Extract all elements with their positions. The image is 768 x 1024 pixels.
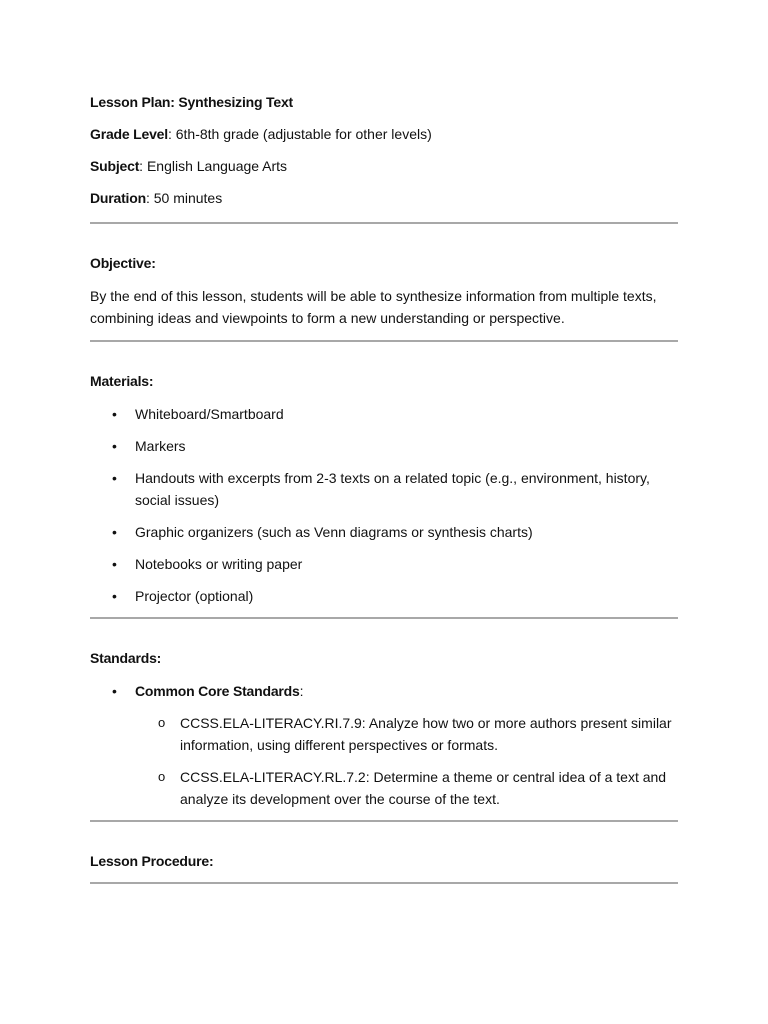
bullet-icon: • <box>112 438 117 454</box>
sub-list-item <box>90 712 678 756</box>
sub-list-item-text: CCSS.ELA-LITERACY.RI.7.9: Analyze how two or more authors present similar information, using different perspectives or formats. <box>180 715 672 753</box>
list-item-text: Notebooks or writing paper <box>135 556 303 572</box>
sub-bullet-icon: o <box>158 715 166 730</box>
standards-list <box>90 680 678 810</box>
list-item <box>90 585 678 607</box>
standards-sublist <box>90 712 678 810</box>
divider <box>90 820 678 822</box>
bullet-icon: • <box>112 556 117 572</box>
divider <box>90 222 678 224</box>
list-item <box>90 467 678 511</box>
materials-heading: Materials: <box>90 373 154 389</box>
grade-level-row <box>90 124 678 145</box>
list-item-text: Markers <box>135 438 186 454</box>
standards-heading: Standards: <box>90 650 162 666</box>
subject-row <box>90 156 678 177</box>
divider <box>90 340 678 342</box>
subject-value: : English Language Arts <box>139 158 288 174</box>
list-item <box>90 435 678 457</box>
grade-level-value: : 6th-8th grade (adjustable for other levels) <box>167 126 432 142</box>
procedure-heading: Lesson Procedure: <box>90 853 214 869</box>
document-page <box>90 92 678 884</box>
list-item-text: Handouts with excerpts from 2-3 texts on a related topic (e.g., environment, history, social issues) <box>135 470 650 508</box>
objective-text: By the end of this lesson, students will be able to synthesize information from multiple texts, combining ideas and viewpoints to form a new understanding or perspective. <box>90 288 657 326</box>
materials-list <box>90 403 678 607</box>
bullet-icon: • <box>112 524 117 540</box>
grade-level-label: Grade Level <box>90 126 168 142</box>
sub-bullet-icon: o <box>158 769 166 784</box>
duration-row <box>90 188 678 209</box>
divider <box>90 617 678 619</box>
list-item-text: Whiteboard/Smartboard <box>135 406 284 422</box>
sub-list-item-text: CCSS.ELA-LITERACY.RL.7.2: Determine a theme or central idea of a text and analyze its development over the course of the text. <box>180 769 667 807</box>
duration-label: Duration <box>90 190 146 206</box>
list-item-text: Graphic organizers (such as Venn diagrams or synthesis charts) <box>135 524 533 540</box>
bullet-icon: • <box>112 470 117 486</box>
list-item <box>90 521 678 543</box>
standards-group-suffix: : <box>299 683 304 699</box>
bullet-icon: • <box>112 406 117 422</box>
lesson-title: Lesson Plan: Synthesizing Text <box>90 94 294 110</box>
bullet-icon: • <box>112 588 117 604</box>
list-item <box>90 403 678 425</box>
objective-heading: Objective: <box>90 255 156 271</box>
bullet-icon: • <box>112 683 117 699</box>
sub-list-item <box>90 766 678 810</box>
standards-group-label: Common Core Standards <box>135 683 300 699</box>
list-item <box>90 553 678 575</box>
list-item <box>90 680 678 810</box>
duration-value: : 50 minutes <box>145 190 223 206</box>
divider <box>90 882 678 884</box>
subject-label: Subject <box>90 158 140 174</box>
list-item-text: Projector (optional) <box>135 588 254 604</box>
